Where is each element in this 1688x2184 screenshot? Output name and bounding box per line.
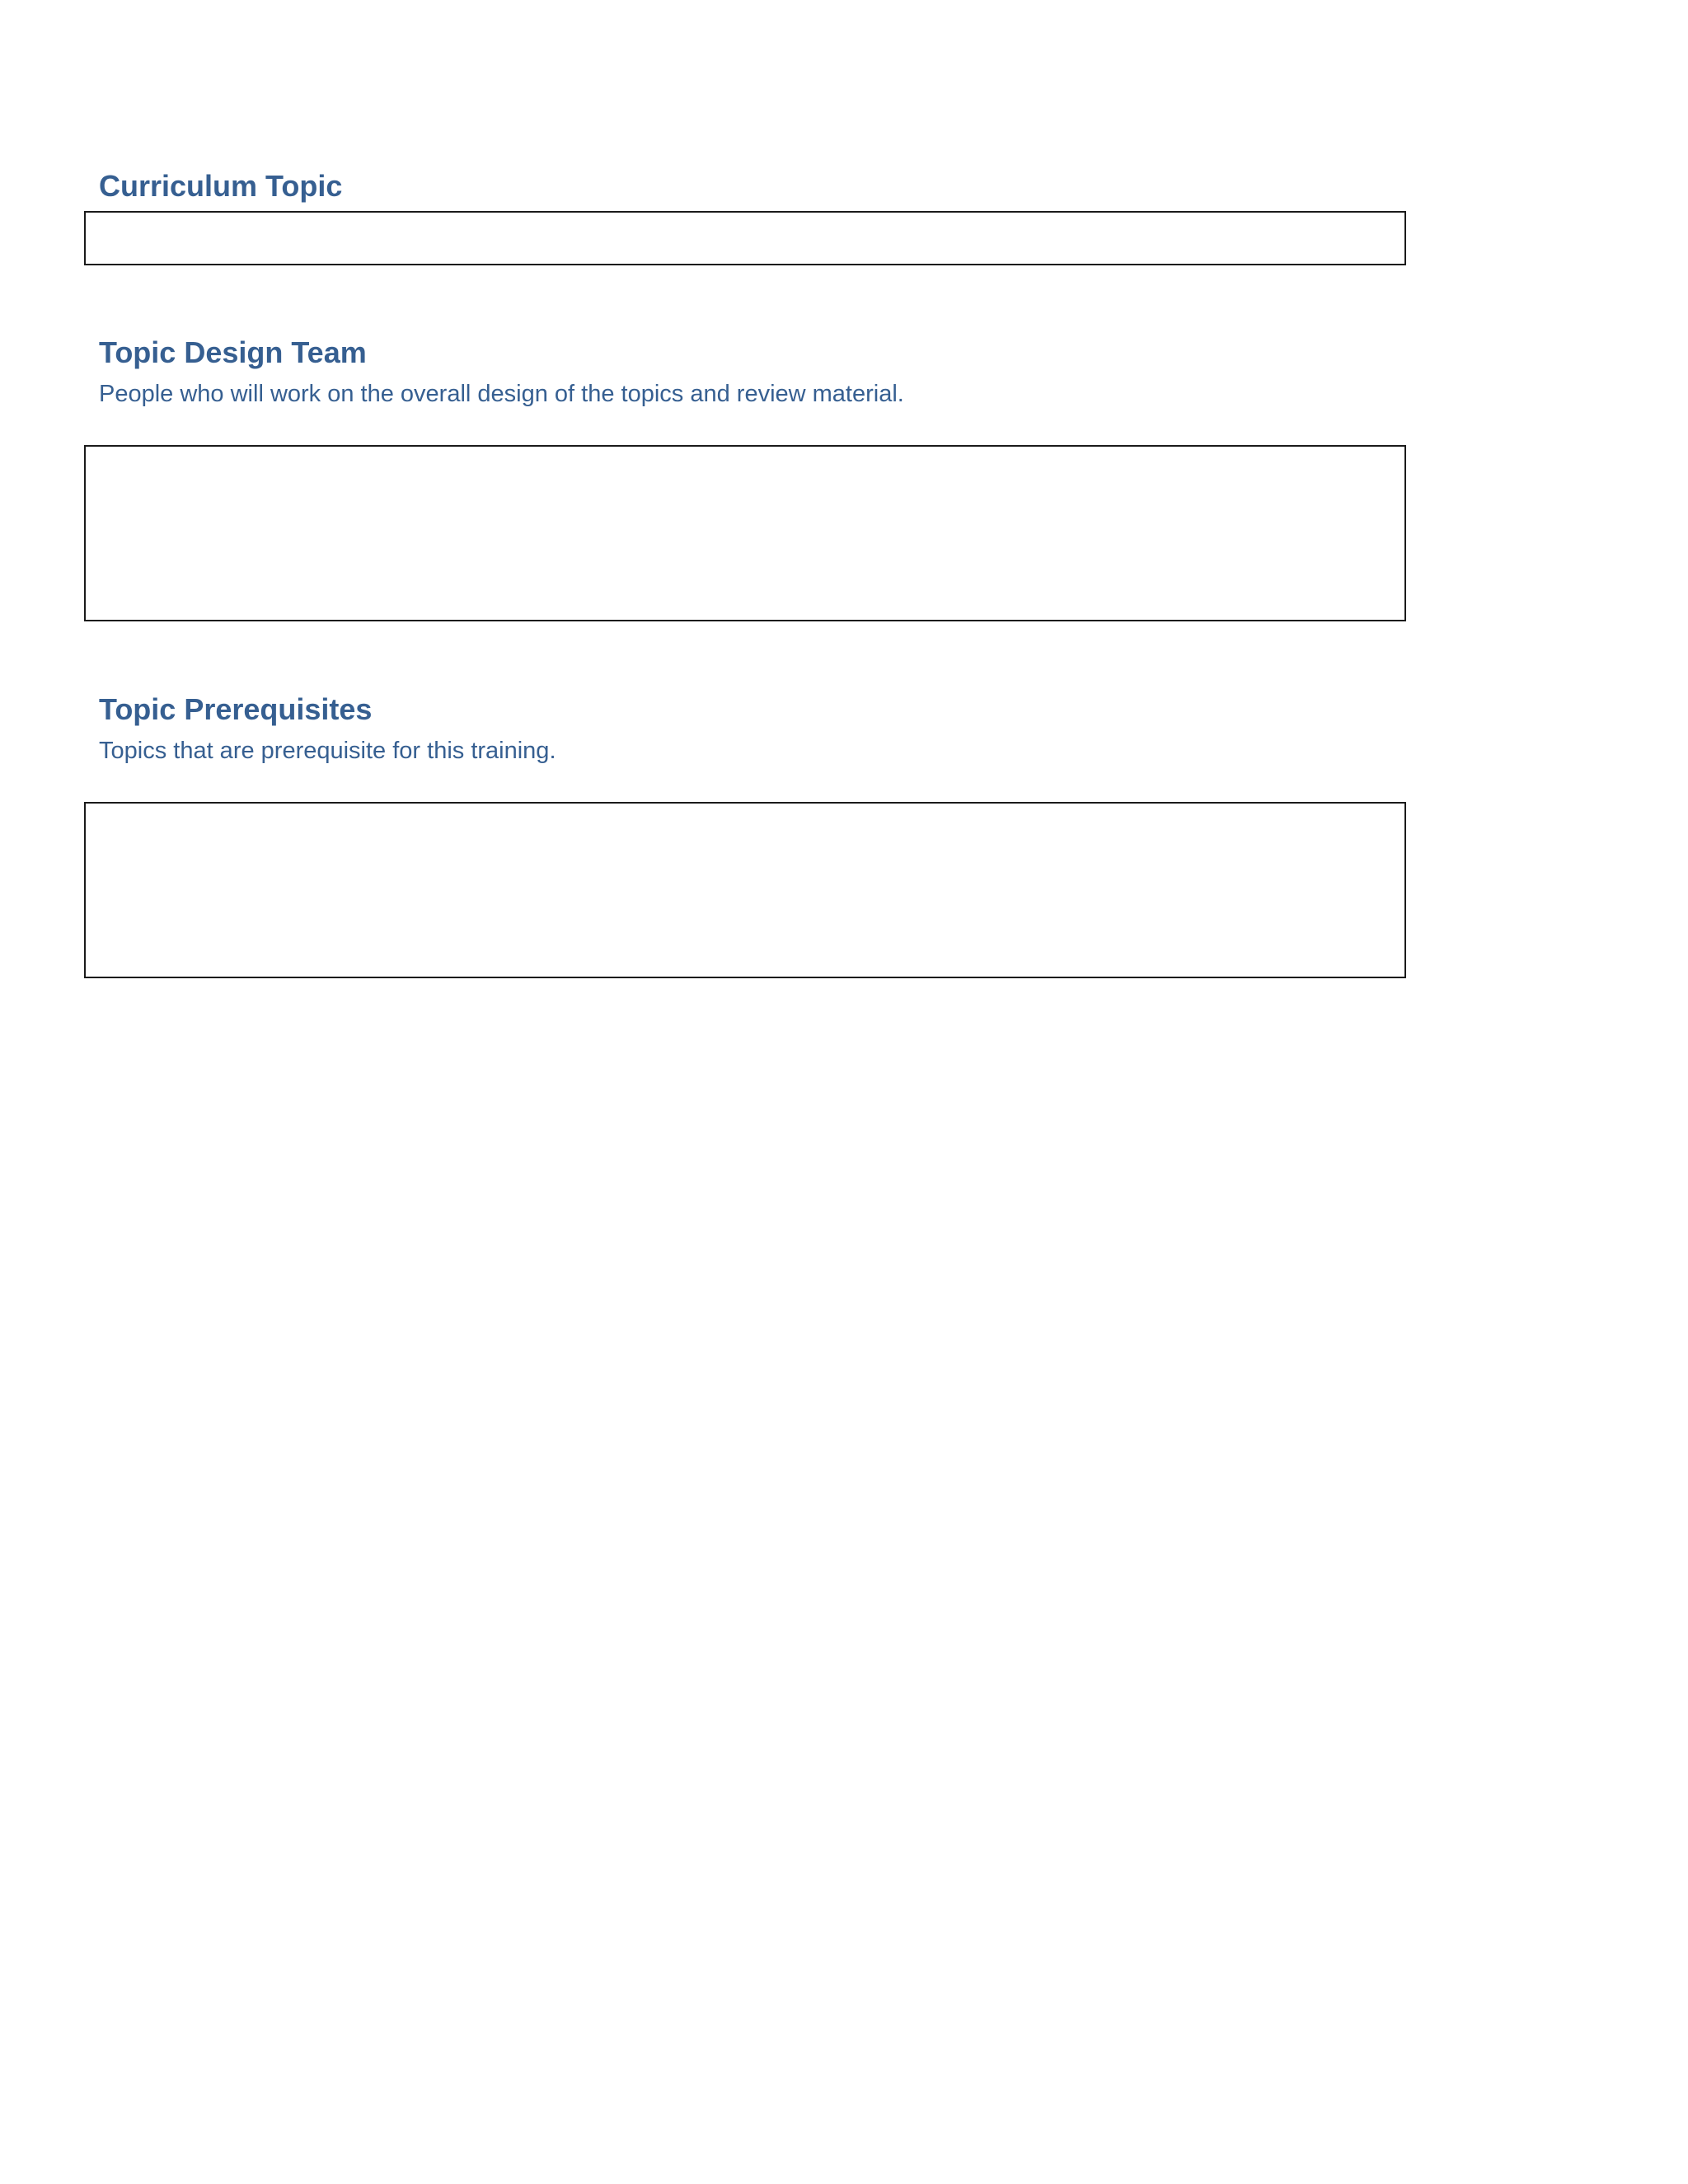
topic-design-team-field[interactable] bbox=[84, 445, 1406, 621]
topic-prerequisites-description: Topics that are prerequisite for this training. bbox=[99, 738, 556, 764]
topic-design-team-heading: Topic Design Team bbox=[99, 335, 367, 369]
curriculum-topic-field[interactable] bbox=[84, 211, 1406, 265]
topic-prerequisites-field[interactable] bbox=[84, 802, 1406, 978]
topic-prerequisites-heading: Topic Prerequisites bbox=[99, 692, 373, 726]
topic-design-team-description: People who will work on the overall design of the topics and review material. bbox=[99, 381, 904, 407]
curriculum-topic-section bbox=[84, 165, 1406, 268]
topic-prerequisites-section bbox=[84, 688, 1406, 981]
curriculum-topic-heading: Curriculum Topic bbox=[99, 169, 343, 203]
topic-design-team-section bbox=[84, 331, 1406, 624]
